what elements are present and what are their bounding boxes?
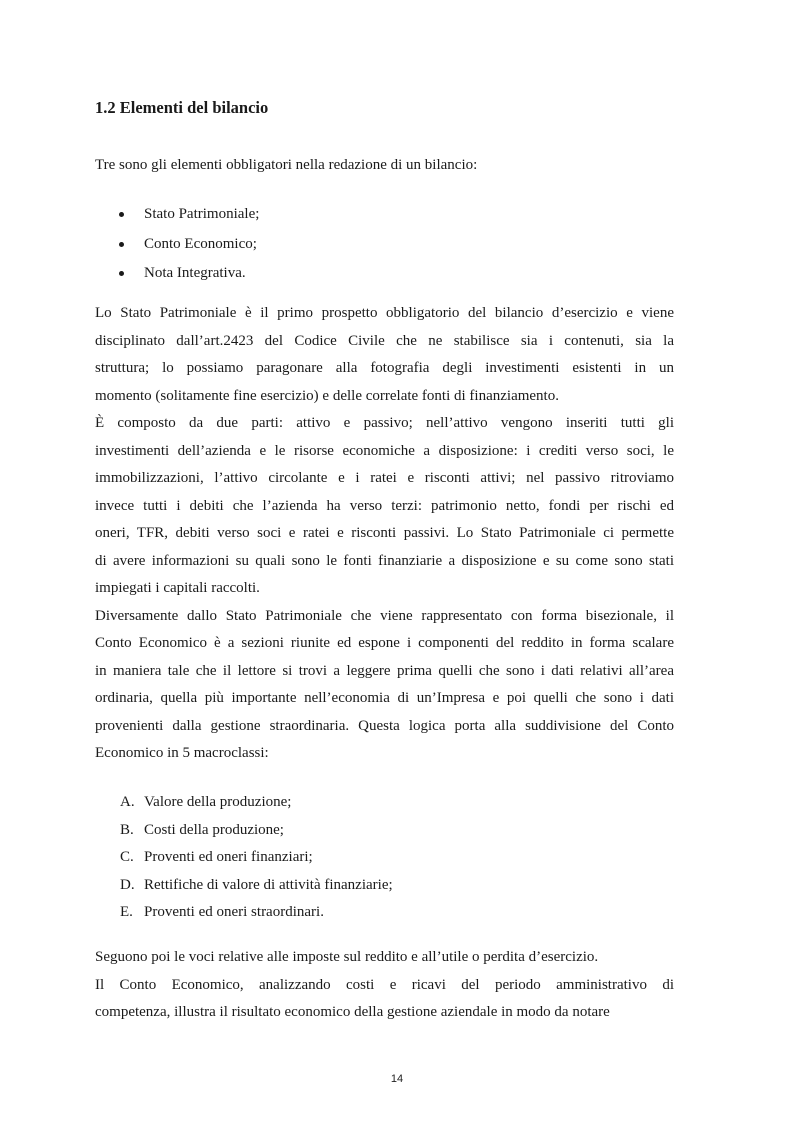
text-line: Lo Stato Patrimoniale è il primo prospetto obbligatorio del bilancio d’esercizio e viene	[95, 305, 674, 321]
text-line: momento (solitamente fine esercizio) e delle correlate fonti di finanziamento.	[95, 387, 559, 404]
text-line: ordinaria, quella più importante nell’economia di un’Impresa e poi quelli che sono i dati	[95, 690, 674, 706]
text-line: Diversamente dallo Stato Patrimoniale che viene rappresentato con forma bisezionale, il	[95, 607, 674, 624]
list-item: Conto Economico;	[95, 230, 259, 260]
list-item: B. Costi della produzione;	[120, 821, 284, 838]
list-item: E. Proventi ed oneri straordinari.	[120, 904, 324, 920]
bullet-icon	[119, 271, 124, 276]
bullet-icon	[119, 212, 124, 217]
text-line: di avere informazioni su quali sono le fonti finanziarie a disposizione e su come sono stati	[95, 552, 674, 569]
text-line: Seguono poi le voci relative alle imposte sul reddito e all’utile o perdita d’esercizio.	[95, 949, 599, 965]
text-line: È composto da due parti: attivo e passivo; nell’attivo vengono inseriti tutti gli	[95, 415, 674, 431]
elements-list	[95, 200, 259, 289]
list-item: Stato Patrimoniale;	[95, 200, 259, 230]
text-line: competenza, illustra il risultato economico della gestione aziendale in modo da notare	[95, 1004, 610, 1020]
section-heading: 1.2 Elementi del bilancio	[95, 98, 269, 117]
text-line: Conto Economico è a sezioni riunite ed espone i componenti del reddito in forma scalare	[95, 635, 674, 651]
page-content	[95, 96, 674, 1020]
text-line: disciplinato dall’art.2423 del Codice Civile che ne stabilisce sia i contenuti, sia la	[95, 332, 674, 349]
list-item: A. Valore della produzione;	[120, 794, 292, 810]
body-paragraph-conto-economico	[95, 944, 674, 1027]
page-number: 14	[390, 1073, 404, 1085]
text-line: Economico in 5 macroclassi:	[95, 745, 269, 761]
text-line: struttura; lo possiamo paragonare alla fotografia degli investimenti esistenti in un	[95, 360, 674, 376]
list-item: D. Rettifiche di valore di attività finanziarie;	[120, 876, 393, 893]
text-line: invece tutti i debiti che l’azienda ha verso terzi: patrimonio netto, fondi per rischi ed	[95, 497, 674, 514]
bullet-icon	[119, 242, 124, 247]
text-line: in maniera tale che il lettore si trovi a leggere prima quelli che sono i dati relativi all’area	[95, 662, 674, 679]
body-paragraph-stato-patrimoniale	[95, 300, 674, 768]
text-line: impiegati i capitali raccolti.	[95, 580, 260, 596]
list-item: C. Proventi ed oneri finanziari;	[120, 849, 313, 865]
text-line: provenienti dalla gestione straordinaria. Questa logica porta alla suddivisione del Conto	[95, 717, 674, 734]
list-item: Nota Integrativa.	[95, 259, 259, 289]
text-line: immobilizzazioni, l’attivo circolante e i ratei e risconti attivi; nel passivo ritroviamo	[95, 470, 674, 486]
macroclassi-list	[95, 789, 393, 927]
text-line: oneri, TFR, debiti verso soci e ratei e risconti passivi. Lo Stato Patrimoniale ci permette	[95, 525, 674, 541]
text-line: Il Conto Economico, analizzando costi e ricavi del periodo amministrativo di	[95, 976, 674, 993]
intro-text: Tre sono gli elementi obbligatori nella redazione di un bilancio:	[95, 157, 478, 173]
text-line: investimenti dell’azienda e le risorse economiche a disposizione: i crediti verso soci, le	[95, 442, 674, 459]
